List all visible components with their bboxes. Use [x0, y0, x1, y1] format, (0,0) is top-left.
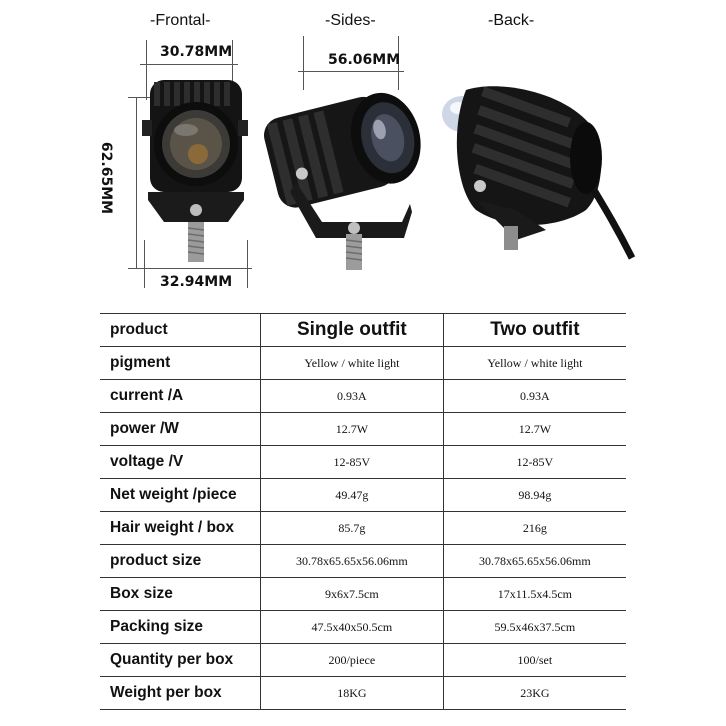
row-label: Net weight /piece — [100, 479, 261, 512]
single-value: 12.7W — [261, 413, 444, 446]
front-width-dimension-line — [140, 64, 238, 65]
single-value: 0.93A — [261, 380, 444, 413]
table-row — [100, 512, 626, 545]
single-value: 200/piece — [261, 644, 444, 677]
table-row — [100, 347, 626, 380]
row-label: power /W — [100, 413, 261, 446]
row-label: Hair weight / box — [100, 512, 261, 545]
table-row — [100, 677, 626, 710]
table-row — [100, 413, 626, 446]
row-label: Packing size — [100, 611, 261, 644]
front-width-label: 30.78MM — [160, 44, 233, 60]
table-row — [100, 644, 626, 677]
lamp-side-view-image — [262, 72, 432, 272]
spec-table — [100, 313, 626, 710]
single-value: 49.47g — [261, 479, 444, 512]
sides-view-label: -Sides- — [325, 12, 376, 29]
single-value: 85.7g — [261, 512, 444, 545]
side-length-label: 56.06MM — [328, 52, 401, 68]
two-value: Yellow / white light — [443, 347, 626, 380]
row-label: Quantity per box — [100, 644, 261, 677]
two-value: 100/set — [443, 644, 626, 677]
height-dimension-line — [136, 97, 137, 268]
frontal-view-label: -Frontal- — [150, 12, 211, 29]
row-label: Weight per box — [100, 677, 261, 710]
bottom-width-label: 32.94MM — [160, 274, 233, 290]
table-row — [100, 380, 626, 413]
height-label: 62.65MM — [98, 141, 114, 215]
lamp-back-view-image — [436, 80, 636, 270]
two-value: 23KG — [443, 677, 626, 710]
table-row — [100, 446, 626, 479]
two-value: 12-85V — [443, 446, 626, 479]
row-label: pigment — [100, 347, 261, 380]
two-value: 17x11.5x4.5cm — [443, 578, 626, 611]
table-row — [100, 578, 626, 611]
single-value: 12-85V — [261, 446, 444, 479]
single-value: 47.5x40x50.5cm — [261, 611, 444, 644]
two-value: 59.5x46x37.5cm — [443, 611, 626, 644]
table-row — [100, 479, 626, 512]
row-label: voltage /V — [100, 446, 261, 479]
table-header-row — [100, 314, 626, 347]
table-row — [100, 611, 626, 644]
single-value: 30.78x65.65x56.06mm — [261, 545, 444, 578]
header-single-outfit: Single outfit — [261, 314, 444, 347]
row-label: current /A — [100, 380, 261, 413]
lamp-front-view-image — [140, 72, 250, 262]
single-value: 9x6x7.5cm — [261, 578, 444, 611]
row-label: Box size — [100, 578, 261, 611]
bottom-width-dimension-line — [138, 268, 252, 269]
two-value: 216g — [443, 512, 626, 545]
two-value: 98.94g — [443, 479, 626, 512]
single-value: Yellow / white light — [261, 347, 444, 380]
row-label: product size — [100, 545, 261, 578]
two-value: 30.78x65.65x56.06mm — [443, 545, 626, 578]
two-value: 0.93A — [443, 380, 626, 413]
header-two-outfit: Two outfit — [443, 314, 626, 347]
table-row — [100, 545, 626, 578]
header-product: product — [100, 314, 261, 347]
back-view-label: -Back- — [488, 12, 535, 29]
two-value: 12.7W — [443, 413, 626, 446]
single-value: 18KG — [261, 677, 444, 710]
